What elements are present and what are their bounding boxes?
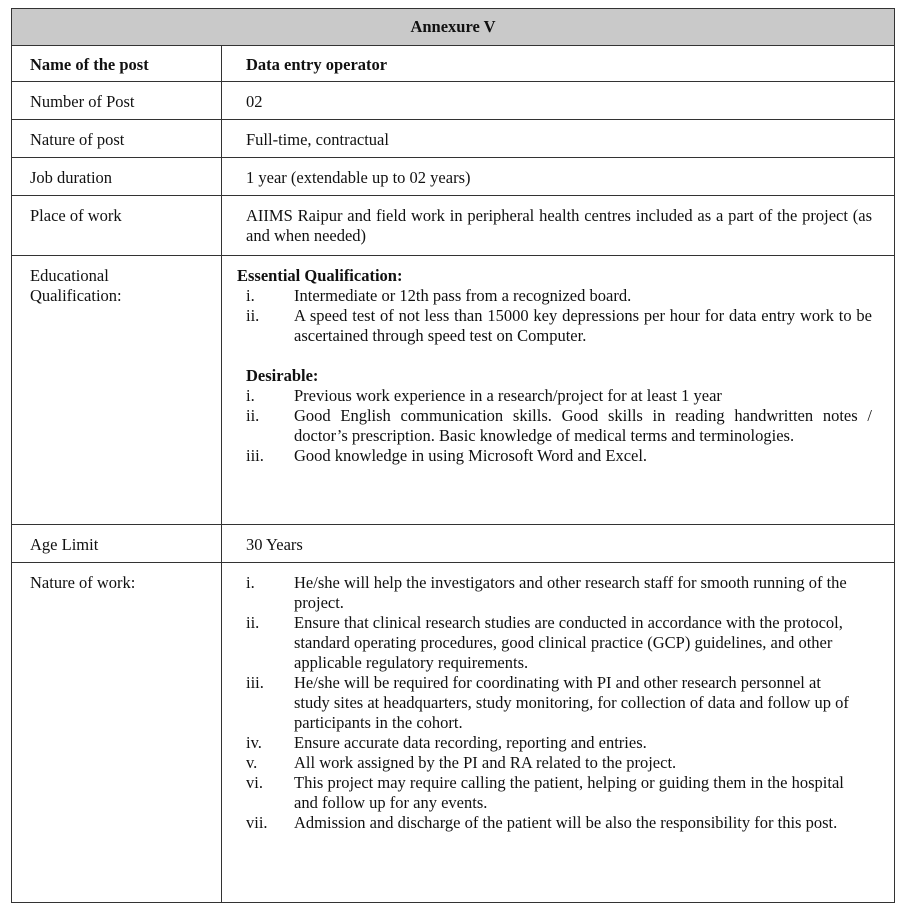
- list-item: v. All work assigned by the PI and RA related to the project.: [246, 753, 677, 772]
- row-label-place: Place of work: [12, 196, 222, 256]
- row-value-education: [222, 256, 895, 525]
- row-label-number: Number of Post: [12, 82, 222, 120]
- table-title: Annexure V: [12, 9, 895, 46]
- row-label-post-name: Name of the post: [12, 46, 222, 82]
- row-label-education: [12, 256, 222, 525]
- annexure-table: [11, 8, 895, 903]
- table-row: [12, 563, 895, 903]
- row-value-work: [222, 563, 895, 903]
- list-item: iii. He/she will be required for coordinating with PI and other research personnel at study sites at headquarters, study monitoring, for collection of data and follow up of participants in the cohort.: [246, 673, 849, 732]
- list-item: ii. Ensure that clinical research studies are conducted in accordance with the protocol, standard operating procedures, good clinical practice (GCP) guidelines, and other applicable regulatory requirements.: [246, 613, 843, 672]
- list-item: vii. Admission and discharge of the patient will be also the responsibility for this post.: [246, 813, 838, 832]
- table-row: [12, 82, 895, 120]
- row-label-work: Nature of work:: [12, 563, 222, 903]
- essential-list: [246, 286, 872, 346]
- list-item: ii. Good English communication skills. Good skills in reading handwritten notes / doctor’s prescription. Basic knowledge of medical terms and terminologies.: [246, 406, 872, 445]
- work-list: [246, 573, 854, 833]
- row-value-age: 30 Years: [222, 525, 895, 563]
- table-row: [12, 525, 895, 563]
- table-row: [12, 196, 895, 256]
- list-item: iii. Good knowledge in using Microsoft Word and Excel.: [246, 446, 648, 465]
- list-item: i. Previous work experience in a research/project for at least 1 year: [246, 386, 722, 405]
- education-label-line1: Educational: [30, 266, 109, 285]
- desirable-title: Desirable:: [246, 366, 319, 385]
- table-row: [12, 158, 895, 196]
- row-value-post-name: Data entry operator: [222, 46, 895, 82]
- row-value-number: 02: [222, 82, 895, 120]
- desirable-list: [246, 386, 872, 466]
- row-label-nature: Nature of post: [12, 120, 222, 158]
- row-value-nature: Full-time, contractual: [222, 120, 895, 158]
- table-row: [12, 256, 895, 525]
- list-item: vi. This project may require calling the patient, helping or guiding them in the hospital and follow up for any events.: [246, 773, 844, 812]
- row-value-place: AIIMS Raipur and field work in peripheral health centres included as a part of the project (as and when needed): [222, 196, 895, 256]
- row-label-age: Age Limit: [12, 525, 222, 563]
- table-row: [12, 120, 895, 158]
- list-item: ii. A speed test of not less than 15000 key depressions per hour for data entry work to be ascertained through speed test on Computer.: [246, 306, 872, 345]
- list-item: i. He/she will help the investigators and other research staff for smooth running of the project.: [246, 573, 847, 612]
- row-label-duration: Job duration: [12, 158, 222, 196]
- essential-title: Essential Qualification:: [237, 266, 403, 285]
- list-item: iv. Ensure accurate data recording, reporting and entries.: [246, 733, 647, 752]
- row-value-duration: 1 year (extendable up to 02 years): [222, 158, 895, 196]
- table-row: [12, 46, 895, 82]
- education-label-line2: Qualification:: [30, 286, 122, 305]
- list-item: i. Intermediate or 12th pass from a recognized board.: [246, 286, 632, 305]
